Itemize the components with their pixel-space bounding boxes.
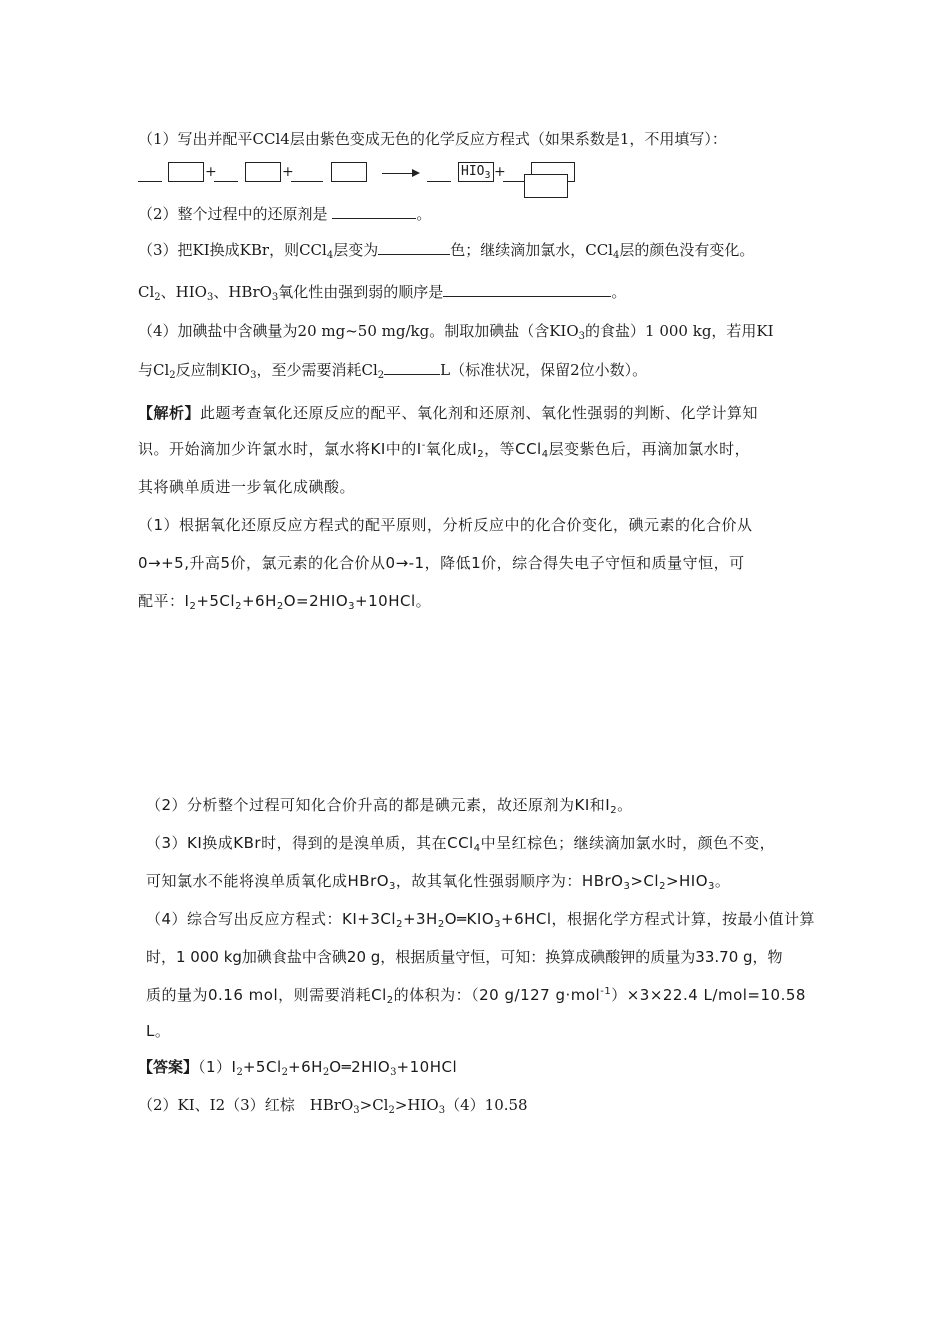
- answer-line-2: （2）KI、I2（3）红棕 $HBrO_3>Cl_2>HIO_3(4)10.58$: [138, 1096, 528, 1116]
- analysis-line-3: 其将碘单质进一步氧化成碘酸。: [138, 478, 356, 496]
- question-4-line-1: （4）加碘盐中含碘量为20 mg~50 mg/kg。制取加碘盐（含$KIO_3$的食盐）1 000 kg，若用KI: [138, 322, 774, 342]
- reducing-agent-blank[interactable]: [332, 202, 416, 219]
- formula-box-2[interactable]: [245, 162, 281, 182]
- analysis-part-1-line-3: 配平：$I_2+5Cl_2+6H_2O=2HIO_3+10HCl$。: [138, 592, 432, 612]
- formula-box-3[interactable]: [331, 162, 367, 182]
- analysis-part-4-line-4: L。: [146, 1022, 171, 1040]
- answer-label: 【答案】: [138, 1058, 199, 1076]
- analysis-part-2: （2）分析整个过程可知化合价升高的都是碘元素，故还原剂为KI和$I_2$。: [146, 796, 633, 816]
- analysis-part-1-line-1: （1）根据氧化还原反应方程式的配平原则，分析反应中的化合价变化，碘元素的化合价从: [138, 516, 753, 534]
- analysis-part-3-line-1: （3）KI换成KBr时，得到的是溴单质，其在CCl$_4$中呈红棕色；继续滴加氯水时，颜色不变，: [146, 834, 776, 854]
- analysis-part-4-line-2: 时，1 000 kg加碘食盐中含碘20 g，根据质量守恒，可知：换算成碘酸钾的质量为33.70 g，物: [146, 948, 783, 966]
- reaction-arrow: [382, 173, 418, 174]
- plus-sign: +: [494, 164, 506, 180]
- plus-sign: +: [205, 164, 217, 180]
- analysis-part-4-line-3: 质的量为0.16 mol，则需要消耗$Cl_2$的体积为：（20 g/127 g·mol$^{-1}$）×3×22.4 L/mol=10.58: [146, 986, 806, 1006]
- coefficient-blank-4[interactable]: [427, 180, 451, 182]
- question-3-line-1: （3）把KI换成KBr，则CCl$_4$层变为 色；继续滴加氯水，CCl$_4$层的颜色没有变化。: [138, 238, 754, 261]
- question-4-line-2: 与$Cl_2$反应制$KIO_3$，至少需要消耗$Cl_2$ L（标准状况，保留2位小数）。: [138, 358, 647, 381]
- question-2: （2）整个过程中的还原剂是 。: [138, 202, 431, 224]
- coefficient-blank-1[interactable]: [138, 180, 162, 182]
- answer-line-1: 【答案】$(1)I_2+5Cl_2+6H_2O═2HIO_3+10HCl$: [138, 1058, 458, 1078]
- analysis-part-4-line-1: （4）综合写出反应方程式：$KI+3Cl_2+3H_2O═KIO_3+6HCl$，根据化学方程式计算，按最小值计算: [146, 910, 816, 930]
- question-1: （1）写出并配平CCl4层由紫色变成无色的化学反应方程式（如果系数是1，不用填写）：: [138, 130, 727, 148]
- formula-box-1[interactable]: [168, 162, 204, 182]
- formula-box-5[interactable]: [524, 174, 568, 198]
- analysis-part-3-line-2: 可知氯水不能将溴单质氧化成HBrO$_3$，故其氧化性强弱顺序为：$HBrO_3>Cl_2>HIO_3$。: [146, 872, 731, 892]
- coefficient-blank-2[interactable]: [214, 180, 238, 182]
- volume-blank[interactable]: [384, 358, 440, 375]
- coefficient-blank-3[interactable]: [291, 180, 323, 182]
- analysis-part-1-line-2: 0→+5,升高5价，氯元素的化合价从0→-1，降低1价，综合得失电子守恒和质量守恒，可: [138, 554, 745, 572]
- hio3-box: $HIO_3$: [458, 162, 494, 182]
- plus-sign: +: [282, 164, 294, 180]
- analysis-line-2: 识。开始滴加少许氯水时，氯水将KI中的I-氧化成$I_2$，等CCl$_4$层变紫色后，再滴加氯水时，: [138, 440, 751, 460]
- analysis-label: 【解析】: [138, 404, 201, 422]
- analysis-line-1: 【解析】此题考查氧化还原反应的配平、氧化剂和还原剂、氧化性强弱的判断、化学计算知: [138, 404, 759, 422]
- order-blank[interactable]: [443, 280, 611, 297]
- question-3-line-2: $Cl_2$、$HIO_3$、HBrO$_3$氧化性由强到弱的顺序是 。: [138, 280, 626, 303]
- color-blank[interactable]: [378, 238, 450, 255]
